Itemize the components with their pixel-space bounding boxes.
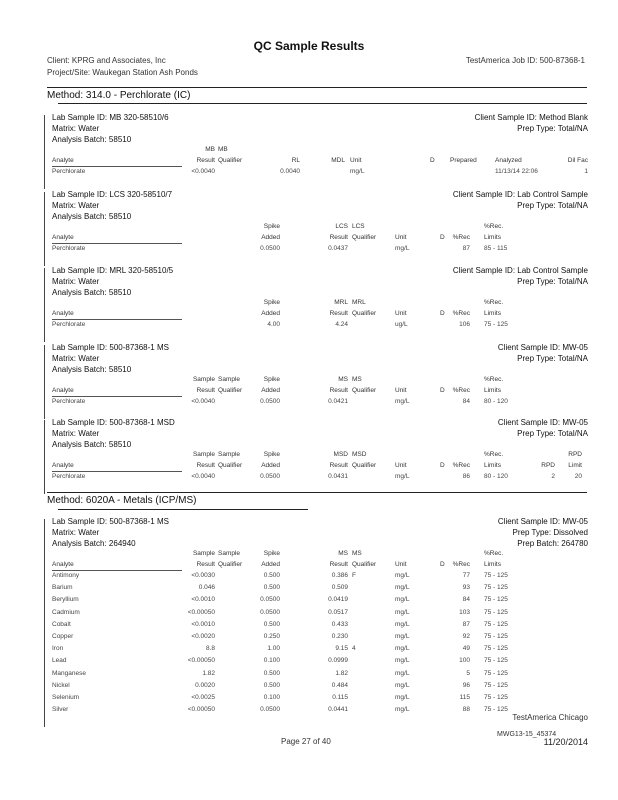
table-cell: 75 - 125 [484, 572, 508, 579]
table-row-analyte: Silver [52, 706, 69, 714]
column-header: Unit [395, 561, 407, 568]
column-header: Dil Fac [567, 157, 588, 164]
analysis-batch: Analysis Batch: 58510 [52, 365, 132, 374]
table-cell: 0.500 [263, 669, 280, 677]
column-header: MSD [333, 451, 348, 458]
column-header: MS [338, 376, 348, 383]
table-cell: 75 - 125 [484, 706, 508, 714]
column-header: Analyte [52, 387, 74, 394]
column-header: Qualifier [352, 561, 377, 568]
client-sample-id: Client Sample ID: MW-05 [497, 418, 588, 427]
column-header: Result [196, 157, 215, 164]
column-header: %Rec. [484, 451, 504, 458]
column-header: %Rec [452, 387, 470, 394]
column-header: Spike [263, 376, 280, 383]
table-cell: mg/L [395, 669, 410, 677]
section-bracket [44, 192, 45, 266]
table-cell: mg/L [395, 473, 410, 480]
table-cell: 4.24 [335, 321, 348, 328]
column-header: Limits [484, 234, 501, 241]
column-header: MS [352, 550, 362, 557]
table-cell: 1.82 [335, 669, 348, 677]
table-cell: 0.0500 [260, 596, 280, 604]
table-row-analyte: Nickel [52, 681, 70, 689]
table-cell: 9.15 [335, 645, 348, 653]
table-cell: mg/L [395, 572, 410, 579]
divider [47, 492, 587, 493]
column-header: Unit [395, 234, 407, 241]
prep-type: Prep Type: Total/NA [517, 354, 588, 363]
table-row-analyte: Perchlorate [52, 168, 86, 175]
table-cell: <0.00050 [187, 657, 215, 665]
column-header: Qualifier [352, 234, 377, 241]
section-bracket [44, 345, 45, 419]
table-row-analyte: Copper [52, 633, 74, 640]
table-cell: 87 [462, 245, 470, 252]
column-header: RPD [568, 451, 582, 458]
column-header: Analyte [52, 462, 74, 469]
header-underline [52, 166, 182, 167]
table-cell: 0.100 [263, 694, 280, 701]
table-cell: 96 [462, 681, 470, 689]
column-header: MB [205, 146, 215, 153]
column-header: D [440, 310, 445, 317]
prep-type: Prep Type: Total/NA [517, 124, 588, 133]
analysis-batch: Analysis Batch: 58510 [52, 212, 132, 221]
table-cell: 84 [462, 398, 470, 405]
table-cell: 0.230 [331, 633, 348, 640]
table-cell: 0.100 [263, 657, 280, 665]
column-header: %Rec. [484, 299, 504, 306]
table-cell: mg/L [395, 398, 410, 405]
table-cell: 86 [462, 473, 470, 480]
table-row-analyte: Antimony [52, 572, 80, 579]
table-cell: 75 - 125 [484, 645, 508, 653]
table-cell: <0.00050 [187, 706, 215, 714]
column-header: Added [261, 310, 280, 317]
project-site: Project/Site: Waukegan Station Ash Ponds [47, 68, 198, 77]
table-cell: 0.250 [263, 633, 280, 640]
column-header: MS [338, 550, 348, 557]
table-row-analyte: Perchlorate [52, 398, 86, 405]
table-cell: 0.0421 [328, 398, 348, 405]
table-row-analyte: Perchlorate [52, 245, 86, 252]
column-header: %Rec [452, 561, 470, 568]
analysis-batch: Analysis Batch: 58510 [52, 135, 132, 144]
column-header: Added [261, 462, 280, 469]
table-cell: 75 - 125 [484, 657, 508, 665]
table-cell: <0.0010 [191, 596, 215, 604]
table-cell: 84 [462, 596, 470, 604]
table-cell: 0.0500 [260, 398, 280, 405]
table-cell: 11/13/14 22:06 [495, 168, 538, 175]
client-sample-id: Client Sample ID: Lab Control Sample [452, 190, 588, 199]
column-header: Qualifier [218, 462, 243, 469]
column-header: %Rec [452, 462, 470, 469]
column-header: D [440, 387, 445, 394]
column-header: Sample [218, 550, 241, 557]
column-header: Result [196, 387, 215, 394]
column-header: %Rec. [484, 376, 504, 383]
column-header: %Rec [452, 234, 470, 241]
column-header: Analyte [52, 234, 74, 241]
table-cell: mg/L [395, 584, 410, 592]
column-header: Limits [484, 387, 501, 394]
qc-section [0, 418, 618, 480]
table-cell: 1.82 [202, 669, 215, 677]
column-header: MB [218, 146, 228, 153]
column-header: RPD [541, 462, 555, 469]
qc-section [0, 266, 618, 328]
table-cell: 75 - 125 [484, 694, 508, 701]
table-cell: 0.0437 [328, 245, 348, 252]
table-cell: 115 [459, 694, 470, 701]
table-row-analyte: Perchlorate [52, 321, 86, 328]
table-cell: 75 - 125 [484, 633, 508, 640]
column-header: Limits [484, 561, 501, 568]
table-row-analyte: Cadmium [52, 608, 80, 616]
method-heading-metals: Method: 6020A - Metals (ICP/MS) [47, 495, 197, 506]
header-underline [52, 570, 182, 571]
column-header: %Rec. [484, 223, 504, 230]
table-row-analyte: Cobalt [52, 620, 71, 628]
table-row-analyte: Selenium [52, 694, 80, 701]
prep-type: Prep Type: Total/NA [517, 277, 588, 286]
section-bracket [44, 519, 45, 727]
column-header: Spike [263, 223, 280, 230]
column-header: D [440, 561, 445, 568]
column-header: Analyte [52, 157, 74, 164]
column-header: MSD [352, 451, 367, 458]
table-cell: 92 [462, 633, 470, 640]
column-header: Unit [350, 157, 362, 164]
table-cell: ug/L [395, 321, 408, 328]
matrix: Matrix: Water [52, 354, 100, 363]
column-header: Unit [395, 462, 407, 469]
table-cell: 75 - 125 [484, 584, 508, 592]
qc-section [0, 190, 618, 252]
column-header: Spike [263, 451, 280, 458]
table-cell: 5 [466, 669, 470, 677]
table-cell: 80 - 120 [484, 398, 508, 405]
table-cell: 77 [462, 572, 470, 579]
column-header: Sample [192, 376, 215, 383]
table-cell: mg/L [395, 245, 410, 252]
table-row-analyte: Perchlorate [52, 473, 86, 480]
table-cell: 0.484 [331, 681, 348, 689]
table-cell: 20 [574, 473, 582, 480]
client-name: Client: KPRG and Associates, Inc [47, 56, 166, 65]
table-cell: 0.0517 [328, 608, 348, 616]
document-code: MWG13-15_45374 [497, 731, 557, 738]
table-cell: 0.0040 [280, 168, 300, 175]
column-header: LCS [352, 223, 365, 230]
column-header: Spike [263, 299, 280, 306]
page-number: Page 27 of 40 [281, 737, 331, 746]
header-underline [52, 319, 182, 320]
column-header: Unit [395, 387, 407, 394]
column-header: Qualifier [218, 157, 243, 164]
column-header: Result [329, 561, 348, 568]
table-cell: <0.0040 [191, 168, 215, 175]
column-header: Analyte [52, 561, 74, 568]
column-header: Sample [218, 451, 241, 458]
table-cell: 75 - 125 [484, 620, 508, 628]
column-header: Added [261, 234, 280, 241]
column-header: Result [329, 462, 348, 469]
table-cell: mg/L [395, 596, 410, 604]
header-underline [52, 396, 182, 397]
lab-sample-id: Lab Sample ID: 500-87368-1 MS [52, 343, 169, 352]
lab-sample-id: Lab Sample ID: 500-87368-1 MS [52, 517, 169, 526]
table-cell: mg/L [395, 657, 410, 665]
table-cell: 0.433 [331, 620, 348, 628]
column-header: LCS [335, 223, 348, 230]
column-header: D [430, 157, 435, 164]
table-cell: mg/L [395, 620, 410, 628]
client-sample-id: Client Sample ID: MW-05 [497, 517, 588, 526]
lab-name: TestAmerica Chicago [512, 713, 588, 722]
column-header: Spike [263, 550, 280, 557]
column-header: D [440, 234, 445, 241]
table-cell: 1 [584, 168, 588, 175]
divider [58, 103, 587, 104]
table-cell: 75 - 125 [484, 681, 508, 689]
table-cell: <0.0040 [191, 398, 215, 405]
section-bracket [44, 420, 45, 494]
column-header: Analyte [52, 310, 74, 317]
column-header: Result [196, 561, 215, 568]
table-cell: mg/L [395, 633, 410, 640]
column-header: Qualifier [352, 310, 377, 317]
matrix: Matrix: Water [52, 429, 100, 438]
table-cell: <0.0030 [191, 572, 215, 579]
column-header: Qualifier [352, 462, 377, 469]
table-cell: 0.0441 [328, 706, 348, 714]
table-cell: mg/L [395, 694, 410, 701]
table-cell: 93 [462, 584, 470, 592]
table-cell: 0.0999 [328, 657, 348, 665]
table-row-analyte: Beryllium [52, 596, 79, 604]
divider [58, 509, 308, 510]
table-cell: 0.0500 [260, 245, 280, 252]
column-header: Qualifier [218, 561, 243, 568]
table-cell: <0.0020 [191, 633, 215, 640]
table-row-analyte: Barium [52, 584, 73, 592]
section-bracket [44, 115, 45, 189]
column-header: MRL [352, 299, 366, 306]
qc-section [0, 113, 618, 175]
table-cell: mg/L [395, 645, 410, 653]
column-header: %Rec [452, 310, 470, 317]
table-cell: 87 [462, 620, 470, 628]
analysis-batch: Analysis Batch: 264940 [52, 539, 136, 548]
column-header: Limit [568, 462, 582, 469]
table-cell: 75 - 125 [484, 669, 508, 677]
column-header: RL [291, 157, 300, 164]
table-cell: 80 - 120 [484, 473, 508, 480]
table-cell: <0.0025 [191, 694, 215, 701]
client-sample-id: Client Sample ID: Lab Control Sample [452, 266, 588, 275]
column-header: Result [329, 234, 348, 241]
client-sample-id: Client Sample ID: Method Blank [474, 113, 588, 122]
table-cell: 0.500 [263, 584, 280, 592]
column-header: MS [352, 376, 362, 383]
table-row-analyte: Lead [52, 657, 67, 665]
header-underline [52, 471, 182, 472]
matrix: Matrix: Water [52, 201, 100, 210]
table-cell: 0.0020 [195, 681, 215, 689]
table-row-analyte: Manganese [52, 669, 86, 677]
column-header: Sample [218, 376, 241, 383]
report-date: 11/20/2014 [543, 737, 588, 747]
prep-type: Prep Type: Total/NA [517, 201, 588, 210]
table-cell: 106 [459, 321, 470, 328]
table-cell: mg/L [395, 706, 410, 714]
table-cell: 88 [462, 706, 470, 714]
table-cell: 0.0500 [260, 473, 280, 480]
method-heading-perchlorate: Method: 314.0 - Perchlorate (IC) [47, 90, 191, 101]
column-header: Sample [192, 451, 215, 458]
table-cell: <0.0010 [191, 620, 215, 628]
table-cell: 0.0419 [328, 596, 348, 604]
job-id: TestAmerica Job ID: 500-87368-1 [465, 56, 585, 65]
column-header: Result [329, 310, 348, 317]
column-header: Prepared [450, 157, 477, 164]
table-cell: 2 [551, 473, 555, 480]
table-cell: 0.509 [331, 584, 348, 592]
table-cell: 75 - 125 [484, 596, 508, 604]
table-cell: 1.00 [267, 645, 280, 653]
column-header: Result [329, 387, 348, 394]
header-underline [52, 243, 182, 244]
table-cell: 4 [352, 645, 356, 653]
analysis-batch: Analysis Batch: 58510 [52, 288, 132, 297]
matrix: Matrix: Water [52, 124, 100, 133]
table-cell: mg/L [395, 608, 410, 616]
column-header: D [440, 462, 445, 469]
table-cell: 8.8 [205, 645, 215, 653]
lab-sample-id: Lab Sample ID: MB 320-58510/6 [52, 113, 169, 122]
lab-sample-id: Lab Sample ID: LCS 320-58510/7 [52, 190, 173, 199]
table-cell: 0.046 [198, 584, 215, 592]
table-cell: 0.500 [263, 572, 280, 579]
column-header: Unit [395, 310, 407, 317]
matrix: Matrix: Water [52, 528, 100, 537]
column-header: Added [261, 387, 280, 394]
table-cell: 0.500 [263, 681, 280, 689]
table-cell: <0.0040 [191, 473, 215, 480]
table-cell: 0.386 [331, 572, 348, 579]
prep-batch: Prep Batch: 264780 [517, 539, 588, 548]
divider [47, 87, 587, 88]
table-cell: mg/L [395, 681, 410, 689]
table-cell: 75 - 125 [484, 608, 508, 616]
section-bracket [44, 268, 45, 342]
column-header: Qualifier [352, 387, 377, 394]
table-cell: 100 [459, 657, 470, 665]
table-cell: mg/L [350, 168, 365, 175]
table-cell: <0.00050 [187, 608, 215, 616]
table-cell: F [352, 572, 356, 579]
column-header: Added [261, 561, 280, 568]
column-header: Limits [484, 462, 501, 469]
table-cell: 4.00 [267, 321, 280, 328]
column-header: Qualifier [218, 387, 243, 394]
table-row-analyte: Iron [52, 645, 64, 653]
table-cell: 85 - 115 [484, 245, 508, 252]
table-cell: 0.0500 [260, 706, 280, 714]
table-cell: 49 [462, 645, 470, 653]
table-cell: 0.500 [263, 620, 280, 628]
table-cell: 103 [459, 608, 470, 616]
table-cell: 75 - 125 [484, 321, 508, 328]
analysis-batch: Analysis Batch: 58510 [52, 440, 132, 449]
column-header: MRL [334, 299, 348, 306]
column-header: MDL [331, 157, 345, 164]
matrix: Matrix: Water [52, 277, 100, 286]
lab-sample-id: Lab Sample ID: MRL 320-58510/5 [52, 266, 174, 275]
column-header: Result [196, 462, 215, 469]
table-cell: 0.115 [332, 694, 348, 701]
table-cell: 0.0431 [328, 473, 348, 480]
qc-section [0, 343, 618, 405]
column-header: Limits [484, 310, 501, 317]
qc-section [0, 517, 618, 714]
column-header: Sample [192, 550, 215, 557]
prep-type: Prep Type: Total/NA [517, 429, 588, 438]
column-header: Analyzed [495, 157, 522, 164]
client-sample-id: Client Sample ID: MW-05 [497, 343, 588, 352]
page-title: QC Sample Results [253, 39, 365, 53]
column-header: %Rec. [484, 550, 504, 557]
prep-type: Prep Type: Dissolved [512, 528, 588, 537]
lab-sample-id: Lab Sample ID: 500-87368-1 MSD [52, 418, 175, 427]
table-cell: 0.0500 [260, 608, 280, 616]
